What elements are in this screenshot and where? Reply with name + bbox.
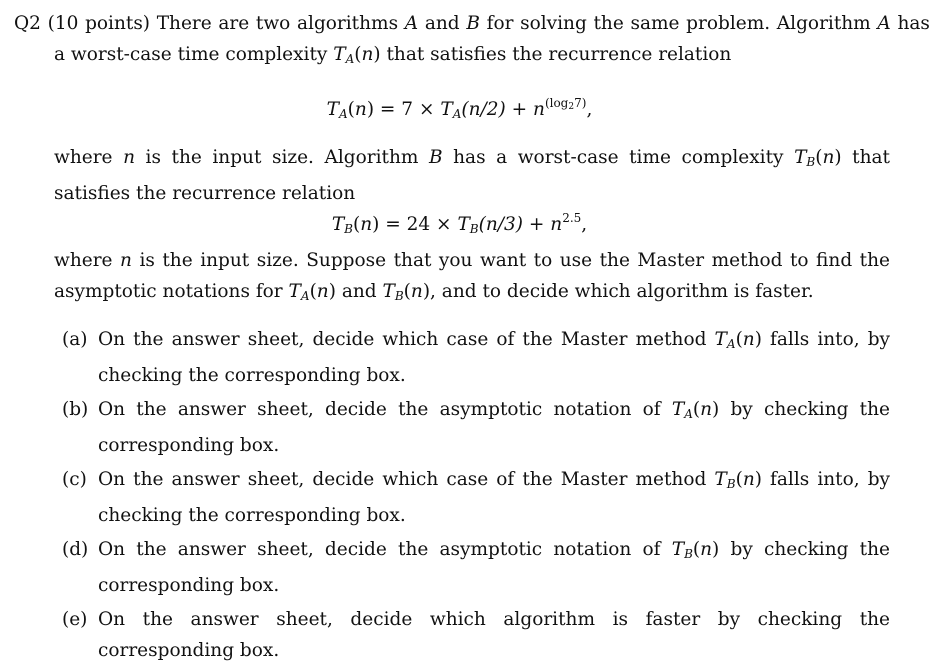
question-number: Q2	[14, 13, 41, 34]
question-intro: Q2 (10 points) There are two algorithms A and B for solving the same problem. Algorithm A has a worst-case time complexity $T_A(n)$ that satisfies the recurrence relation	[14, 13, 930, 66]
list-item: (e) On the answer sheet, decide which algorithm is faster by checking the corresponding box.	[62, 609, 890, 661]
paragraph-2: where n is the input size. Algorithm B has a worst-case time complexity $T_B(n)$ that satisfies the recurrence relation	[54, 147, 890, 204]
paragraph-3: where n is the input size. Suppose that you want to use the Master method to find the asymptotic notations for $T_A(n)$ and $T_B(n)$, and to decide which algorithm is faster.	[54, 250, 890, 303]
list-item: (c) On the answer sheet, decide which case of the Master method $T_B(n)$ falls into, by checking the corresponding box.	[62, 469, 890, 526]
recurrence-a: $T_A(n) = 7 \times T_A(n/2) + n^{(log_27)}$,	[326, 96, 593, 121]
ta-n-inline: $T_A(n)$	[333, 44, 381, 66]
recurrence-b: $T_B(n) = 24 \times T_B(n/3) + n^{2.5}$,	[331, 211, 588, 236]
list-item: (a) On the answer sheet, decide which case of the Master method $T_A(n)$ falls into, by checking the corresponding box.	[62, 329, 891, 386]
question-points: (10 points)	[47, 13, 151, 34]
list-item: (b) On the answer sheet, decide the asymptotic notation of $T_A(n)$ by checking the corresponding box.	[62, 399, 890, 456]
tb-n-inline: $T_B(n)$	[794, 147, 842, 169]
list-item: (d) On the answer sheet, decide the asymptotic notation of $T_B(n)$ by checking the corresponding box.	[62, 539, 890, 596]
